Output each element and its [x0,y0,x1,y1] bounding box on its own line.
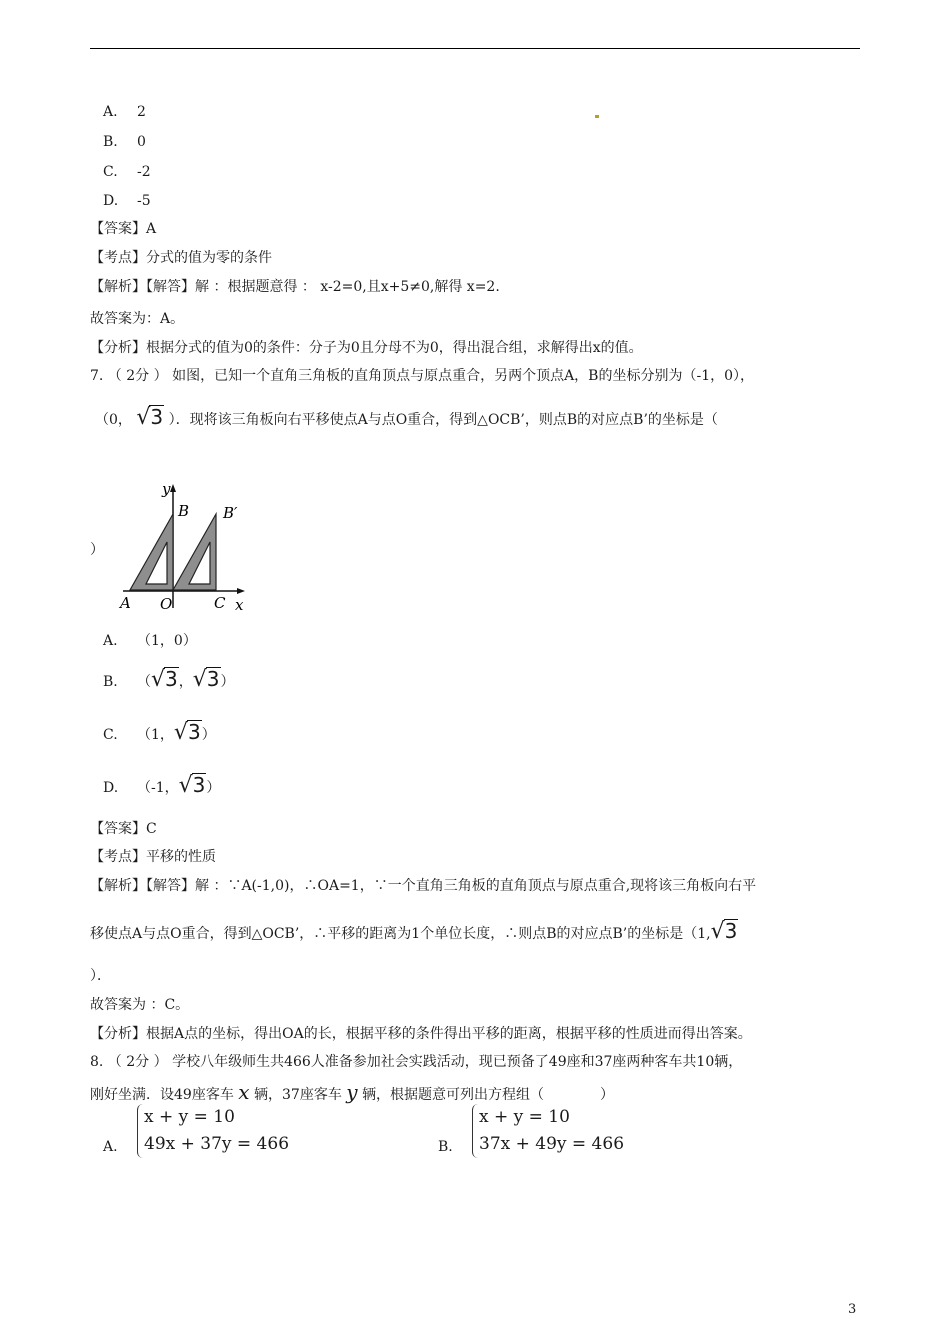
triangle-figure [118,478,258,618]
q6-option-d: D. -5 [103,193,151,209]
q8-stem-line1: 8. （ 2分 ） 学校八年级师生共466人准备参加社会实践活动，现已预备了49座和37座两种客车共10辆， [90,1054,743,1070]
q7-answer: 【答案】C [90,821,157,837]
label-x: x [235,596,244,614]
q6-answer: 【答案】A [90,221,157,237]
label-a: A [120,594,131,612]
triangle-ocb-prime [173,514,216,590]
q6-fenxi: 【分析】根据分式的值为0的条件：分子为0且分母不为0，得出混合组，求解得出x的值。 [90,340,643,356]
sqrt3-symbol: √3 [173,720,201,745]
q7-option-a: A. （1，0） [103,633,197,649]
q6-option-b: B. 0 [103,134,146,150]
q7-option-c: C. （1，√3） [103,720,216,745]
header-rule [90,48,860,49]
sqrt3-symbol: √3 [136,405,164,430]
q6-option-a: A. 2 [103,104,146,120]
page-number: 3 [848,1302,857,1317]
label-b: B [178,502,190,520]
q7-stem-line2: （0， √3 ）．现将该三角板向右平移使点A与点O重合，得到△OCB’，则点B的对应点B’的坐标是（ [95,405,718,430]
var-x: x [238,1080,250,1104]
q7-kaodian: 【考点】平移的性质 [90,849,216,865]
label-c: C [214,594,226,612]
x-axis-arrow [237,588,245,594]
q7-jiexi-line3: ）． [90,968,111,984]
sqrt3-symbol: √3 [192,667,220,692]
sqrt3-symbol: √3 [178,773,206,798]
q8-option-b-system [472,1104,624,1158]
q7-jiexi-line2: 移使点A与点O重合，得到△OCB’，∴平移的距离为1个单位长度，∴则点B的对应点B’的坐标是（1,√3 [90,919,738,944]
q7-stem-close: ） [90,542,104,558]
label-y: y [162,480,171,498]
decorative-dot [595,115,599,118]
q7-stem-line1: 7. （ 2分 ） 如图，已知一个直角三角板的直角顶点与原点重合，另两个顶点A，B的坐标分别为（-1，0）， [90,368,755,384]
triangle-aob [130,514,173,590]
q8-option-b-eq2: 37x + 49y = 466 [479,1134,625,1154]
q6-conclusion: 故答案为：A。 [90,311,185,327]
label-b-prime: B′ [223,504,238,522]
q6-jiexi: 【解析】【解答】解 ：根据题意得 ： x-2=0,且x+5≠0,解得 x=2. [90,279,500,295]
sqrt3-symbol: √3 [151,667,178,692]
y-axis-arrow [170,484,176,492]
q7-option-d: D. （-1，√3） [103,773,221,798]
q6-option-c: C. -2 [103,164,151,180]
q8-option-a-eq2: 49x + 37y = 466 [144,1134,290,1154]
q7-option-b: B. （√3，√3） [103,667,235,692]
q7-fenxi: 【分析】根据A点的坐标，得出OA的长，根据平移的条件得出平移的距离，根据平移的性质进而得出答案。 [90,1026,752,1042]
q8-option-a-letter: A. [103,1139,118,1155]
var-y: y [346,1080,358,1104]
q8-option-a-eq1: x + y = 10 [144,1107,235,1127]
q8-option-a-system [137,1104,289,1158]
q8-option-b-letter: B. [438,1139,453,1155]
q8-stem-line2: 刚好坐满．设49座客车 x 辆，37座客车 y 辆，根据题意可列出方程组（ ） [90,1080,615,1104]
sqrt3-symbol: √3 [710,919,738,944]
q7-conclusion: 故答案为 ：C。 [90,997,190,1013]
q8-option-b-eq1: x + y = 10 [479,1107,570,1127]
label-o: O [160,595,173,613]
q6-kaodian: 【考点】分式的值为零的条件 [90,250,272,266]
q7-jiexi-line1: 【解析】【解答】解 ：∵A(-1,0)，∴OA=1，∵一个直角三角板的直角顶点与原点重合,现将该三角板向右平 [90,878,757,894]
